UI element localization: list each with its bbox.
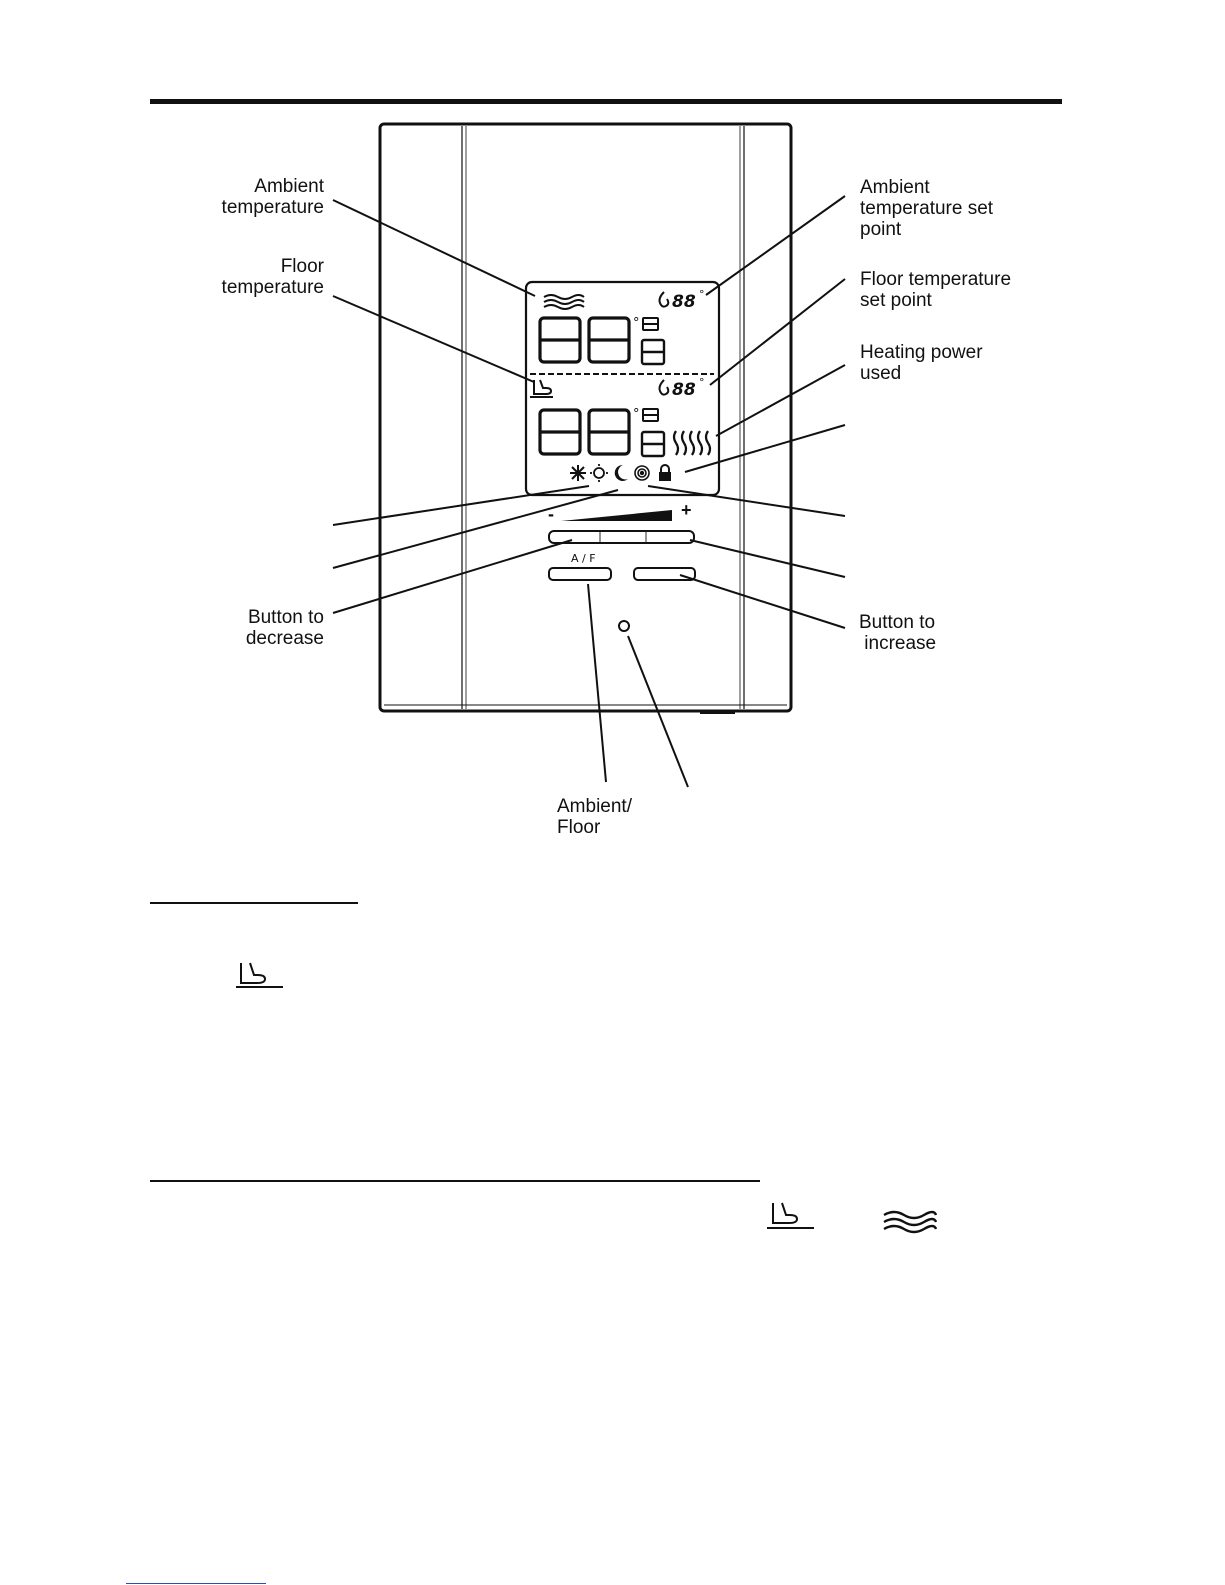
ambient-big-digits: [540, 318, 664, 364]
degree-small-bottom: °: [699, 376, 705, 389]
sun-icon: [590, 464, 608, 482]
foot-icon: [767, 1203, 814, 1228]
label-floor-set-point: Floor temperature set point: [860, 269, 1012, 311]
reset-hole[interactable]: [619, 621, 629, 631]
label-ambient-set-point: Ambient temperature set point: [860, 177, 994, 240]
label-button-increase: Button to increase: [859, 612, 937, 654]
floor-big-digits: [540, 409, 664, 456]
af-button-label: A / F: [571, 552, 596, 565]
snowflake-icon: [570, 465, 586, 481]
leader-lines: [333, 196, 845, 787]
degree-top: °: [633, 316, 640, 331]
af-button[interactable]: [549, 568, 611, 580]
plus-sign: +: [681, 500, 692, 520]
degree-small-top: °: [699, 288, 705, 301]
minus-sign: -: [548, 504, 554, 524]
ambient-setpoint-digits: 88: [672, 292, 696, 312]
label-floor-temperature: Floor temperature: [221, 256, 324, 298]
flame-icon: [660, 380, 669, 395]
floor-setpoint-digits: 88: [672, 380, 696, 400]
foot-icon: [236, 963, 283, 987]
wave-icon: [544, 295, 584, 309]
degree-bottom: °: [633, 407, 640, 422]
label-button-decrease: Button to decrease: [245, 607, 324, 649]
thermostat-body: [380, 124, 791, 713]
right-button[interactable]: [634, 568, 695, 580]
power-ramp: [561, 510, 672, 521]
label-ambient-temperature: Ambient temperature: [221, 176, 324, 218]
label-heating-power: Heating power used: [860, 342, 983, 384]
label-ambient-floor: Ambient/ Floor: [557, 796, 632, 838]
flame-icon: [660, 292, 669, 307]
lock-icon: [659, 465, 671, 481]
target-icon: [635, 466, 649, 480]
wave-icon: [884, 1212, 936, 1232]
moon-icon: [615, 465, 628, 481]
heat-waves-icon: [674, 431, 710, 455]
